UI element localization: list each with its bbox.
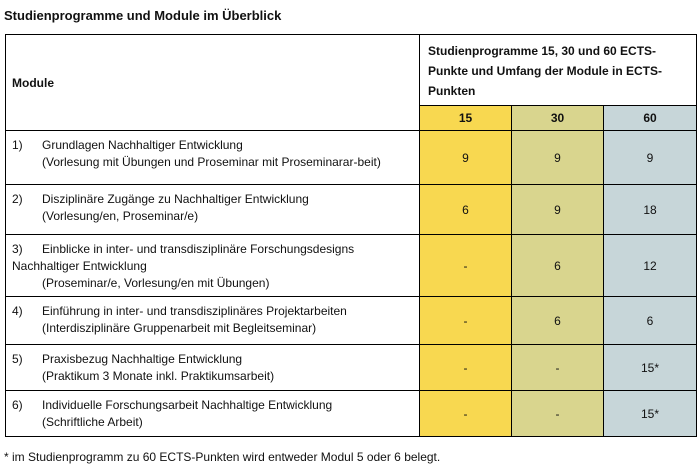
value-15: - bbox=[420, 235, 512, 297]
value-30: 6 bbox=[512, 235, 604, 297]
programs-header: Studienprogramme 15, 30 und 60 ECTS-Punkte und Umfang der Module in ECTS-Punkten bbox=[420, 35, 697, 106]
value-60: 15* bbox=[604, 345, 697, 391]
footnote: * im Studienprogramm zu 60 ECTS-Punkten wird entweder Modul 5 oder 6 belegt. bbox=[4, 450, 441, 464]
module-cell bbox=[6, 235, 420, 297]
module-number: 1) bbox=[12, 138, 23, 152]
table-row bbox=[6, 235, 697, 297]
page-title: Studienprogramme und Module im Überblick bbox=[4, 8, 282, 23]
value-15: 9 bbox=[420, 131, 512, 185]
value-15: - bbox=[420, 345, 512, 391]
module-header: Module bbox=[6, 35, 420, 131]
module-number: 4) bbox=[12, 304, 23, 318]
module-title: Einführung in inter- und transdisziplinäres Projektarbeiten bbox=[42, 304, 347, 318]
table-row bbox=[6, 391, 697, 437]
module-title: Individuelle Forschungsarbeit Nachhaltige Entwicklung bbox=[42, 398, 333, 412]
value-60: 6 bbox=[604, 297, 697, 345]
module-subtitle: (Interdisziplinäre Gruppenarbeit mit Begleitseminar) bbox=[42, 321, 317, 335]
module-cell bbox=[6, 297, 420, 345]
module-cell bbox=[6, 185, 420, 235]
value-30: 6 bbox=[512, 297, 604, 345]
module-subtitle: (Praktikum 3 Monate inkl. Praktikumsarbeit) bbox=[42, 369, 275, 383]
column-header-60: 60 bbox=[604, 106, 697, 131]
column-header-15: 15 bbox=[420, 106, 512, 131]
module-title: Praxisbezug Nachhaltige Entwicklung bbox=[42, 352, 243, 366]
module-number: 2) bbox=[12, 192, 23, 206]
module-subtitle: (Vorlesung/en, Proseminar/e) bbox=[42, 209, 199, 223]
value-60: 12 bbox=[604, 235, 697, 297]
header-row bbox=[6, 35, 697, 106]
module-number: 3) bbox=[12, 242, 23, 256]
value-15: - bbox=[420, 391, 512, 437]
module-subtitle: (Proseminar/e, Vorlesung/en mit Übungen) bbox=[42, 276, 270, 290]
value-30: 9 bbox=[512, 131, 604, 185]
overview-table bbox=[5, 34, 697, 437]
module-title: Grundlagen Nachhaltiger Entwicklung bbox=[42, 138, 243, 152]
column-header-30: 30 bbox=[512, 106, 604, 131]
module-title: Disziplinäre Zugänge zu Nachhaltiger Entwicklung bbox=[42, 192, 309, 206]
value-60: 18 bbox=[604, 185, 697, 235]
value-60: 9 bbox=[604, 131, 697, 185]
table-row bbox=[6, 345, 697, 391]
module-title: Einblicke in inter- und transdisziplinäre Forschungsdesigns Nachhaltiger Entwicklung bbox=[12, 242, 355, 273]
value-15: 6 bbox=[420, 185, 512, 235]
module-number: 5) bbox=[12, 352, 23, 366]
module-cell bbox=[6, 131, 420, 185]
module-subtitle: (Vorlesung mit Übungen und Proseminar mit Proseminarar-beit) bbox=[42, 155, 381, 169]
module-cell bbox=[6, 391, 420, 437]
table-row bbox=[6, 185, 697, 235]
value-15: - bbox=[420, 297, 512, 345]
module-number: 6) bbox=[12, 398, 23, 412]
table-row bbox=[6, 131, 697, 185]
table-row bbox=[6, 297, 697, 345]
value-30: - bbox=[512, 391, 604, 437]
value-30: - bbox=[512, 345, 604, 391]
module-cell bbox=[6, 345, 420, 391]
value-30: 9 bbox=[512, 185, 604, 235]
module-subtitle: (Schriftliche Arbeit) bbox=[42, 415, 143, 429]
value-60: 15* bbox=[604, 391, 697, 437]
